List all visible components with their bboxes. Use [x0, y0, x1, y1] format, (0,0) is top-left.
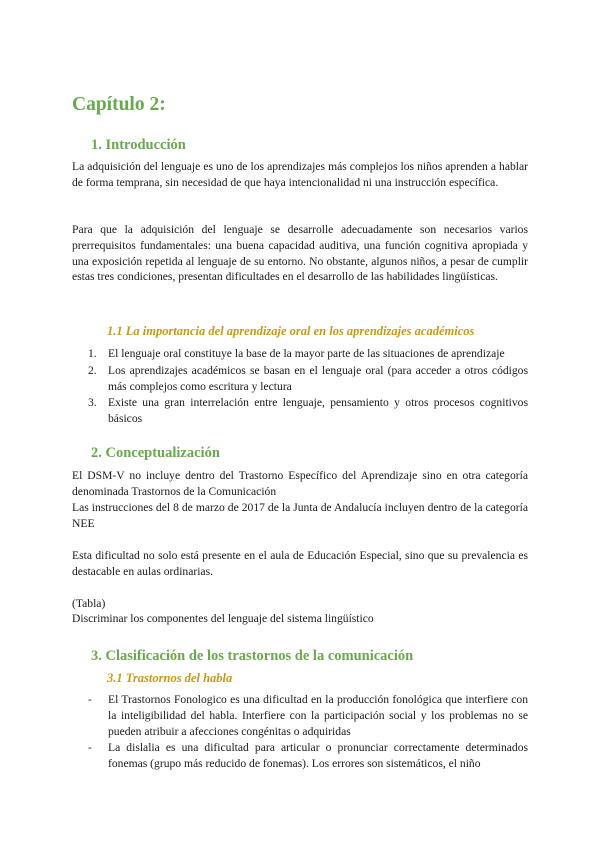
concept-paragraph-2: Las instrucciones del 8 de marzo de 2017 de la Junta de Andalucía incluyen dentro de la categoría NEE: [72, 501, 528, 530]
list-item-text: El lenguaje oral constituye la base de la mayor parte de las situaciones de aprendizaje: [108, 347, 505, 360]
subsection-heading-speech-disorders: 3.1 Trastornos del habla: [107, 671, 233, 685]
list-item: [72, 363, 528, 395]
list-item-text: El Trastornos Fonologico es una dificultad en la producción fonológica que interfiere con la inteligibilidad del habla. Interfiere con la participación social y los problemas no se pueden atribuir a afecciones congénitas o adquiridas: [108, 693, 528, 738]
list-item-text: Existe una gran interrelación entre lenguaje, pensamiento y otros procesos cognitivos básicos: [108, 396, 528, 426]
table-placeholder: (Tabla): [72, 597, 106, 610]
intro-paragraph-1: La adquisición del lenguaje es uno de los aprendizajes más complejos los niños aprenden a hablar de forma temprana, sin necesidad de que haya intencionalidad ni una instrucción específica.: [72, 160, 528, 189]
concept-paragraph-5: Discriminar los componentes del lenguaje del sistema lingüístico: [72, 612, 374, 625]
list-marker: -: [88, 741, 92, 755]
list-item: [72, 692, 528, 739]
list-item-text: La dislalia es una dificultad para articular o pronunciar correctamente determinados fonemas (grupo más reducido de fonemas). Los errores son sistemáticos, el niño: [108, 741, 528, 771]
subsection-heading-oral-learning: 1.1 La importancia del aprendizaje oral en los aprendizajes académicos: [107, 324, 475, 338]
list-marker: -: [88, 693, 92, 706]
section-heading-classification: 3. Clasificación de los trastornos de la comunicación: [91, 648, 414, 664]
section-heading-conceptualization: 2. Conceptualización: [91, 445, 220, 461]
list-item-text: Los aprendizajes académicos se basan en el lenguaje oral (para acceder a otros códigos más complejos como escritura y lectura: [108, 363, 528, 393]
list-marker: 1.: [88, 347, 97, 360]
concept-paragraph-1: El DSM-V no incluye dentro del Trastorno Específico del Aprendizaje sino en otra categoría denominada Trastornos de la Comunicación: [72, 469, 528, 498]
list-marker: 3.: [88, 396, 97, 410]
list-item: [72, 395, 528, 427]
concept-paragraph-3: Esta dificultad no solo está presente en el aula de Educación Especial, sino que su prevalencia es destacable en aulas ordinarias.: [72, 549, 528, 578]
section-heading-introduction: 1. Introducción: [91, 137, 186, 153]
list-marker: 2.: [88, 363, 97, 377]
list-item: [72, 346, 528, 362]
oral-learning-list: [72, 346, 528, 428]
speech-disorders-list: [72, 692, 528, 773]
chapter-title: Capítulo 2:: [72, 94, 166, 115]
intro-paragraph-2: Para que la adquisición del lenguaje se desarrolle adecuadamente son necesarios varios prerrequisitos fundamentales: una buena capacidad auditiva, una función cognitiva apropiada y una exposición repetida al lenguaje de su entorno. No obstante, algunos niños, a pesar de cumplir estas tres condiciones, presentan dificultades en el desarrollo de las habilidades lingüísticas.: [72, 223, 528, 284]
list-item: [72, 740, 528, 772]
